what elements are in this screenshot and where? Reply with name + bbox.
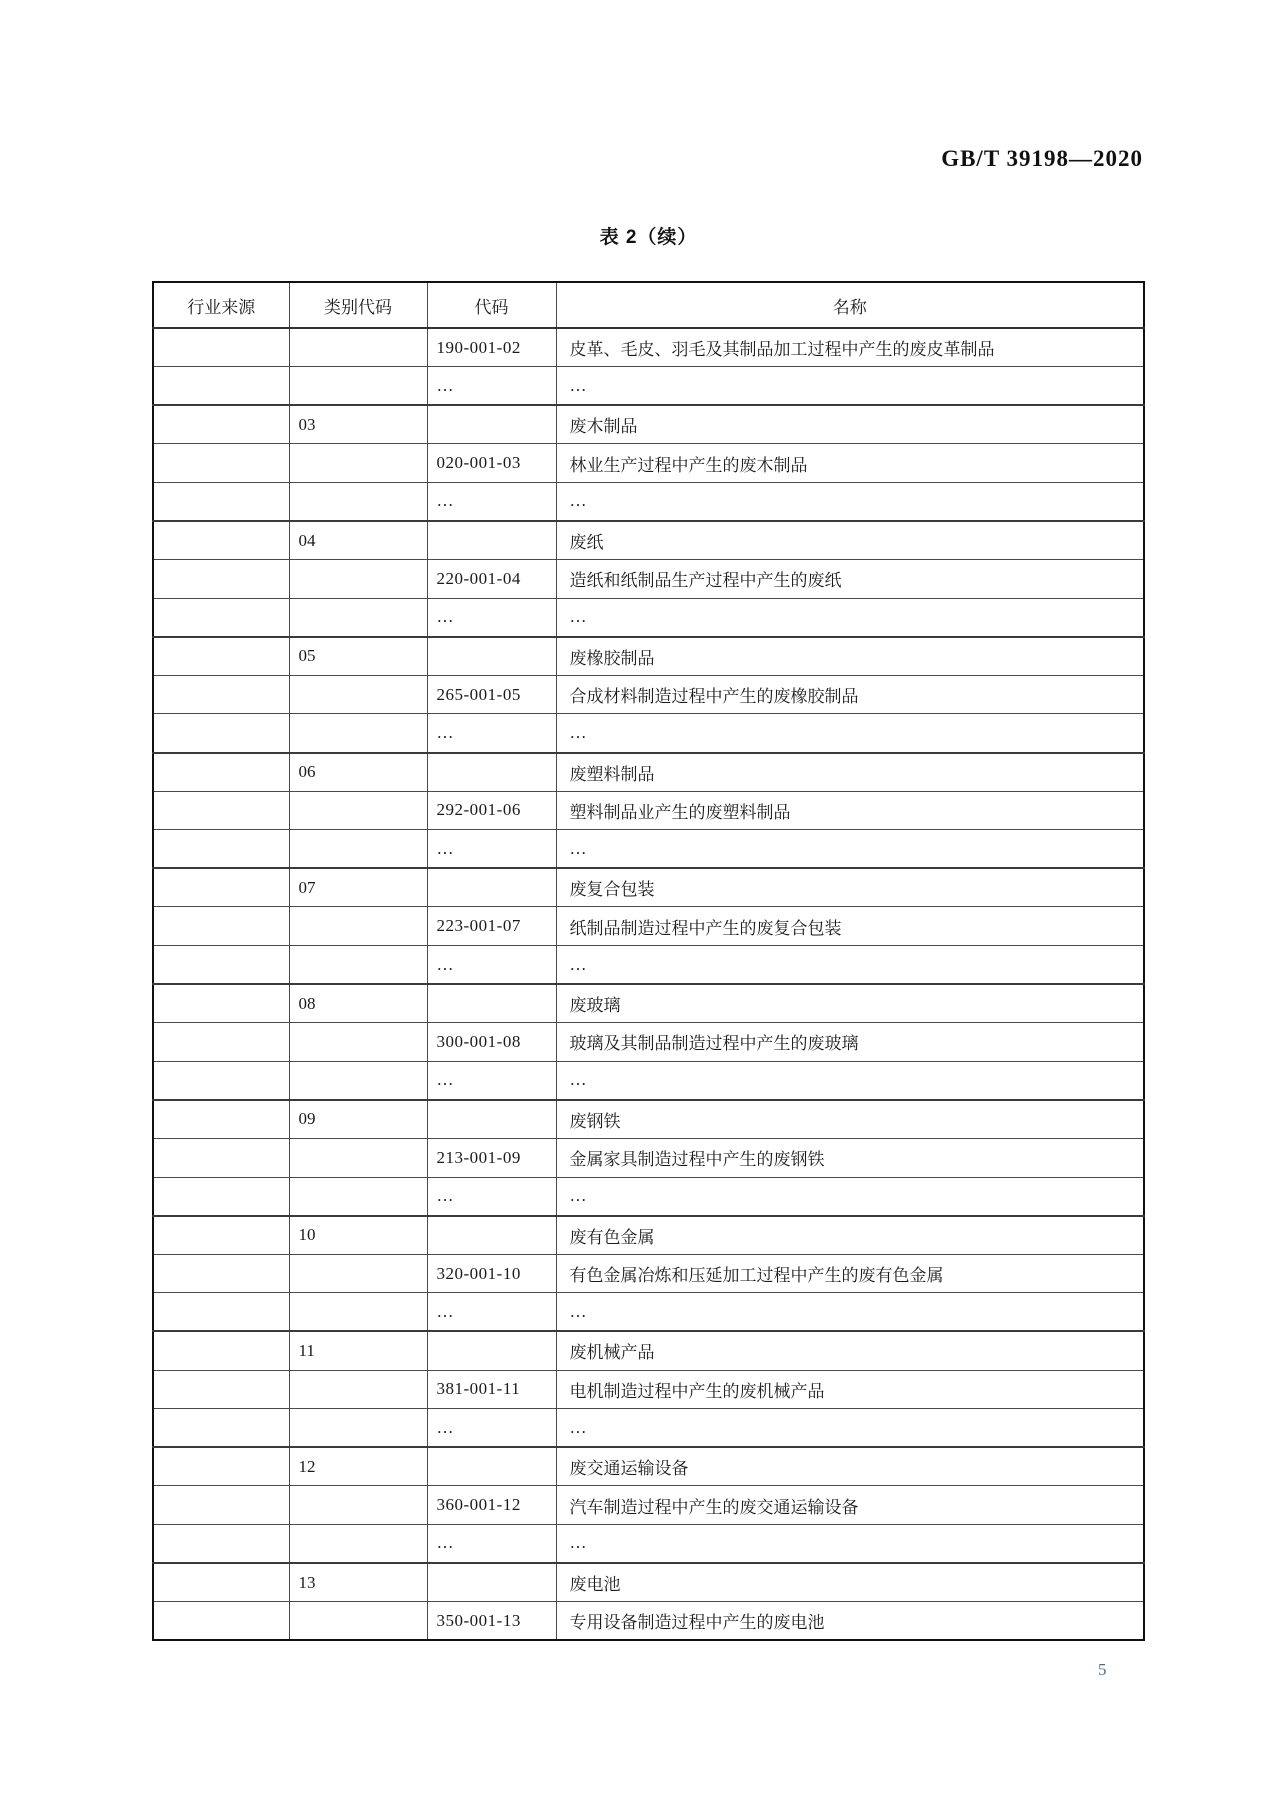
cell-category bbox=[289, 791, 427, 830]
cell-name: 废玻璃 bbox=[556, 984, 1144, 1023]
cell-name: 专用设备制造过程中产生的废电池 bbox=[556, 1602, 1144, 1641]
cell-category bbox=[289, 1370, 427, 1409]
table-row bbox=[153, 444, 1144, 483]
table-row bbox=[153, 1447, 1144, 1486]
cell-category bbox=[289, 328, 427, 367]
cell-code: … bbox=[427, 1177, 556, 1216]
cell-code bbox=[427, 1447, 556, 1486]
table-row bbox=[153, 1293, 1144, 1332]
col-header-name: 名称 bbox=[556, 282, 1144, 328]
cell-category bbox=[289, 675, 427, 714]
cell-category bbox=[289, 367, 427, 406]
page-number: 5 bbox=[1098, 1660, 1107, 1679]
cell-code: … bbox=[427, 830, 556, 869]
cell-name: 废交通运输设备 bbox=[556, 1447, 1144, 1486]
cell-name: … bbox=[556, 1293, 1144, 1332]
cell-industry bbox=[153, 328, 289, 367]
cell-industry bbox=[153, 444, 289, 483]
cell-name: 玻璃及其制品制造过程中产生的废玻璃 bbox=[556, 1023, 1144, 1062]
cell-code bbox=[427, 868, 556, 907]
cell-industry bbox=[153, 830, 289, 869]
cell-code bbox=[427, 521, 556, 560]
cell-category: 13 bbox=[289, 1563, 427, 1602]
waste-classification-table bbox=[152, 281, 1145, 1641]
cell-industry bbox=[153, 791, 289, 830]
cell-industry bbox=[153, 868, 289, 907]
table-row bbox=[153, 1563, 1144, 1602]
cell-industry bbox=[153, 1524, 289, 1563]
table-row bbox=[153, 946, 1144, 985]
cell-name: 废复合包装 bbox=[556, 868, 1144, 907]
table-row bbox=[153, 675, 1144, 714]
cell-name: … bbox=[556, 1409, 1144, 1448]
cell-name: 废钢铁 bbox=[556, 1100, 1144, 1139]
cell-industry bbox=[153, 1216, 289, 1255]
table-row bbox=[153, 637, 1144, 676]
cell-code: … bbox=[427, 482, 556, 521]
cell-name: 林业生产过程中产生的废木制品 bbox=[556, 444, 1144, 483]
cell-name: 电机制造过程中产生的废机械产品 bbox=[556, 1370, 1144, 1409]
cell-industry bbox=[153, 405, 289, 444]
cell-industry bbox=[153, 1331, 289, 1370]
table-caption: 表 2（续） bbox=[599, 227, 698, 248]
cell-name: 金属家具制造过程中产生的废钢铁 bbox=[556, 1138, 1144, 1177]
cell-category: 11 bbox=[289, 1331, 427, 1370]
cell-code: 320-001-10 bbox=[427, 1254, 556, 1293]
cell-code: … bbox=[427, 946, 556, 985]
cell-name: 废橡胶制品 bbox=[556, 637, 1144, 676]
cell-category bbox=[289, 907, 427, 946]
col-header-code: 代码 bbox=[427, 282, 556, 328]
cell-category: 03 bbox=[289, 405, 427, 444]
cell-code: 350-001-13 bbox=[427, 1602, 556, 1641]
cell-name: 有色金属冶炼和压延加工过程中产生的废有色金属 bbox=[556, 1254, 1144, 1293]
cell-category: 08 bbox=[289, 984, 427, 1023]
table-row bbox=[153, 984, 1144, 1023]
cell-code bbox=[427, 1100, 556, 1139]
cell-code: 223-001-07 bbox=[427, 907, 556, 946]
cell-industry bbox=[153, 598, 289, 637]
table-row bbox=[153, 1177, 1144, 1216]
cell-industry bbox=[153, 637, 289, 676]
cell-code: … bbox=[427, 714, 556, 753]
cell-code: 190-001-02 bbox=[427, 328, 556, 367]
cell-industry bbox=[153, 1100, 289, 1139]
cell-industry bbox=[153, 367, 289, 406]
table-row bbox=[153, 1216, 1144, 1255]
cell-industry bbox=[153, 1177, 289, 1216]
table-row bbox=[153, 405, 1144, 444]
cell-industry bbox=[153, 1293, 289, 1332]
cell-code: … bbox=[427, 1524, 556, 1563]
table-row bbox=[153, 560, 1144, 599]
cell-industry bbox=[153, 482, 289, 521]
cell-name: … bbox=[556, 714, 1144, 753]
cell-code bbox=[427, 984, 556, 1023]
cell-code bbox=[427, 1563, 556, 1602]
cell-industry bbox=[153, 1409, 289, 1448]
cell-category: 04 bbox=[289, 521, 427, 560]
cell-category bbox=[289, 1409, 427, 1448]
cell-category bbox=[289, 830, 427, 869]
cell-name: 废纸 bbox=[556, 521, 1144, 560]
cell-code bbox=[427, 405, 556, 444]
table-row bbox=[153, 1524, 1144, 1563]
table-row bbox=[153, 1061, 1144, 1100]
cell-industry bbox=[153, 714, 289, 753]
cell-name: … bbox=[556, 1061, 1144, 1100]
cell-name: … bbox=[556, 1524, 1144, 1563]
standard-number: GB/T 39198—2020 bbox=[941, 146, 1143, 171]
cell-industry bbox=[153, 946, 289, 985]
table-row bbox=[153, 328, 1144, 367]
cell-category bbox=[289, 560, 427, 599]
cell-name: 废机械产品 bbox=[556, 1331, 1144, 1370]
cell-category bbox=[289, 482, 427, 521]
cell-name: 纸制品制造过程中产生的废复合包装 bbox=[556, 907, 1144, 946]
cell-code: 220-001-04 bbox=[427, 560, 556, 599]
cell-name: 废电池 bbox=[556, 1563, 1144, 1602]
cell-code: … bbox=[427, 1293, 556, 1332]
cell-category bbox=[289, 1254, 427, 1293]
cell-code: 213-001-09 bbox=[427, 1138, 556, 1177]
cell-code bbox=[427, 637, 556, 676]
cell-industry bbox=[153, 984, 289, 1023]
cell-industry bbox=[153, 1602, 289, 1641]
table-row bbox=[153, 907, 1144, 946]
cell-name: … bbox=[556, 598, 1144, 637]
cell-code: 265-001-05 bbox=[427, 675, 556, 714]
cell-industry bbox=[153, 1061, 289, 1100]
cell-category bbox=[289, 1524, 427, 1563]
cell-name: 塑料制品业产生的废塑料制品 bbox=[556, 791, 1144, 830]
cell-industry bbox=[153, 1563, 289, 1602]
cell-code: 381-001-11 bbox=[427, 1370, 556, 1409]
cell-category bbox=[289, 1061, 427, 1100]
cell-category bbox=[289, 1023, 427, 1062]
col-header-category-code: 类别代码 bbox=[289, 282, 427, 328]
table-body bbox=[153, 328, 1144, 1640]
cell-category: 10 bbox=[289, 1216, 427, 1255]
table-row bbox=[153, 521, 1144, 560]
cell-industry bbox=[153, 1138, 289, 1177]
cell-category: 07 bbox=[289, 868, 427, 907]
table-row bbox=[153, 1486, 1144, 1525]
cell-industry bbox=[153, 1486, 289, 1525]
table-row bbox=[153, 1138, 1144, 1177]
cell-code: … bbox=[427, 367, 556, 406]
cell-code: 360-001-12 bbox=[427, 1486, 556, 1525]
cell-category bbox=[289, 1602, 427, 1641]
table-row bbox=[153, 753, 1144, 792]
cell-name: … bbox=[556, 1177, 1144, 1216]
table-row bbox=[153, 482, 1144, 521]
cell-code: 020-001-03 bbox=[427, 444, 556, 483]
cell-code bbox=[427, 753, 556, 792]
cell-code bbox=[427, 1216, 556, 1255]
cell-industry bbox=[153, 521, 289, 560]
cell-code: 300-001-08 bbox=[427, 1023, 556, 1062]
table-row bbox=[153, 1023, 1144, 1062]
table-row bbox=[153, 1100, 1144, 1139]
cell-name: 废塑料制品 bbox=[556, 753, 1144, 792]
cell-category bbox=[289, 1293, 427, 1332]
cell-category bbox=[289, 714, 427, 753]
cell-industry bbox=[153, 907, 289, 946]
table-row bbox=[153, 1370, 1144, 1409]
cell-category bbox=[289, 946, 427, 985]
cell-name: 汽车制造过程中产生的废交通运输设备 bbox=[556, 1486, 1144, 1525]
table-row bbox=[153, 1254, 1144, 1293]
cell-name: … bbox=[556, 367, 1144, 406]
table-header-row bbox=[153, 282, 1144, 328]
cell-name: … bbox=[556, 830, 1144, 869]
col-header-industry-source: 行业来源 bbox=[153, 282, 289, 328]
cell-category bbox=[289, 1177, 427, 1216]
cell-name: … bbox=[556, 482, 1144, 521]
table-row bbox=[153, 1409, 1144, 1448]
table-row bbox=[153, 868, 1144, 907]
cell-industry bbox=[153, 1447, 289, 1486]
cell-category bbox=[289, 598, 427, 637]
cell-category: 05 bbox=[289, 637, 427, 676]
cell-name: 造纸和纸制品生产过程中产生的废纸 bbox=[556, 560, 1144, 599]
cell-name: 废木制品 bbox=[556, 405, 1144, 444]
table-row bbox=[153, 830, 1144, 869]
cell-name: 皮革、毛皮、羽毛及其制品加工过程中产生的废皮革制品 bbox=[556, 328, 1144, 367]
cell-industry bbox=[153, 1023, 289, 1062]
cell-category bbox=[289, 444, 427, 483]
cell-category: 12 bbox=[289, 1447, 427, 1486]
cell-code: … bbox=[427, 1409, 556, 1448]
cell-name: 废有色金属 bbox=[556, 1216, 1144, 1255]
table-row bbox=[153, 714, 1144, 753]
table-row bbox=[153, 1602, 1144, 1641]
cell-category: 09 bbox=[289, 1100, 427, 1139]
cell-code bbox=[427, 1331, 556, 1370]
cell-code: … bbox=[427, 1061, 556, 1100]
table-row bbox=[153, 791, 1144, 830]
cell-code: … bbox=[427, 598, 556, 637]
cell-name: … bbox=[556, 946, 1144, 985]
cell-code: 292-001-06 bbox=[427, 791, 556, 830]
cell-industry bbox=[153, 753, 289, 792]
cell-industry bbox=[153, 675, 289, 714]
table-row bbox=[153, 367, 1144, 406]
cell-industry bbox=[153, 1254, 289, 1293]
table-row bbox=[153, 598, 1144, 637]
cell-name: 合成材料制造过程中产生的废橡胶制品 bbox=[556, 675, 1144, 714]
cell-category: 06 bbox=[289, 753, 427, 792]
table-row bbox=[153, 1331, 1144, 1370]
cell-category bbox=[289, 1138, 427, 1177]
cell-industry bbox=[153, 1370, 289, 1409]
cell-category bbox=[289, 1486, 427, 1525]
cell-industry bbox=[153, 560, 289, 599]
